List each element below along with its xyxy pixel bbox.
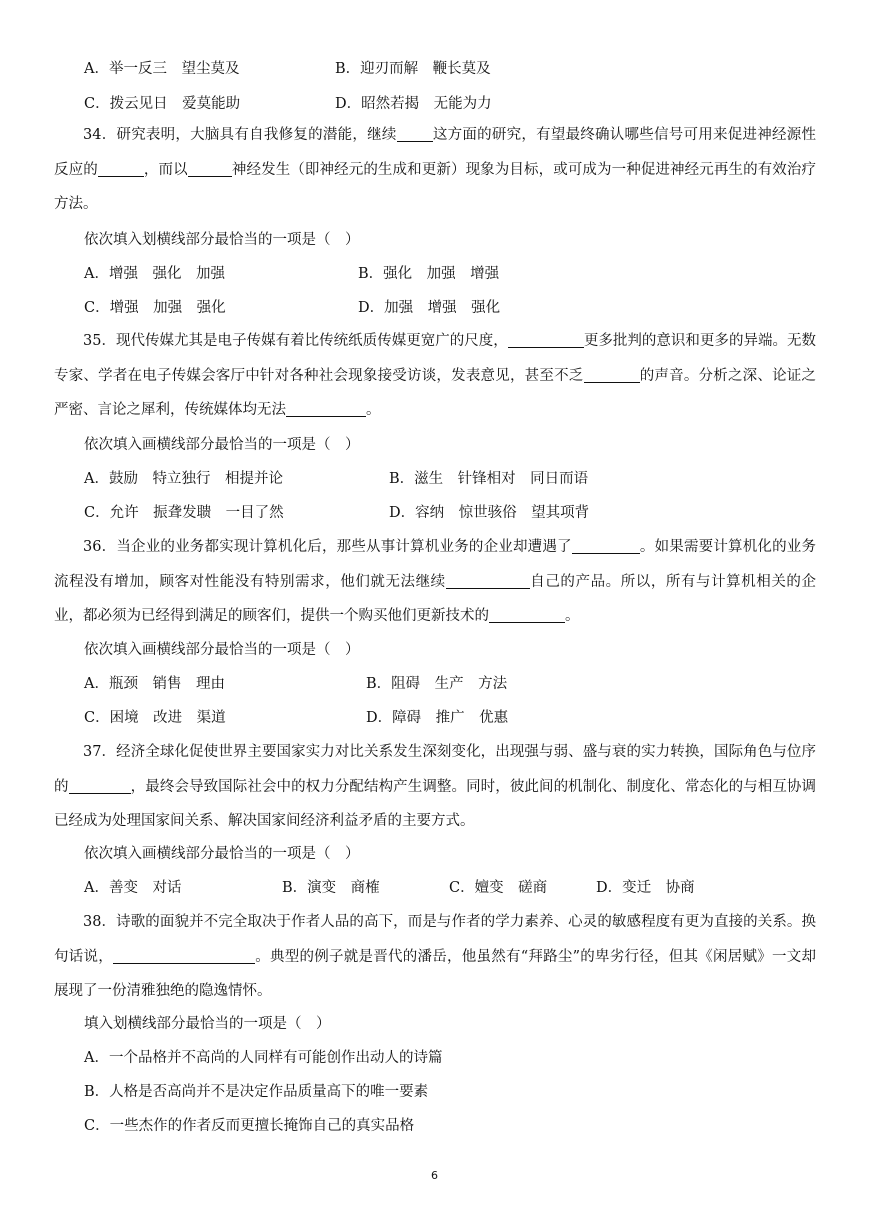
q38-blank-1 bbox=[113, 948, 255, 964]
q34-option-b: B．强化 加强 增强 bbox=[358, 266, 500, 282]
q34-blank-2 bbox=[98, 161, 144, 177]
q36-option-b: B．阻碍 生产 方法 bbox=[366, 676, 508, 692]
q38-option-a: A．一个品格并不高尚的人同样有可能创作出动人的诗篇 bbox=[84, 1050, 443, 1066]
q34-option-d: D．加强 增强 强化 bbox=[358, 300, 501, 316]
q34-blank-3 bbox=[188, 161, 232, 177]
q35-stem: 35．现代传媒尤其是电子传媒有着比传统纸质传媒更宽广的尺度， 更多批判的意识和更多的异端。无数专家、学者在电子传媒会客厅中针对各种社会现象接受访谈，发表意见，甚至不乏 的声音。分析之深、论证之严密、言论之犀利，传统媒体均无法 。 bbox=[54, 333, 817, 418]
q33-option-c: C．拨云见日 爱莫能助 bbox=[84, 96, 241, 112]
q35-prompt: 依次填入画横线部分最恰当的一项是（ ） bbox=[84, 437, 360, 453]
q38-option-b: B．人格是否高尚并不是决定作品质量高下的唯一要素 bbox=[84, 1084, 429, 1100]
q36-option-c: C．困境 改进 渠道 bbox=[84, 710, 226, 726]
q37-blank-1 bbox=[69, 778, 131, 794]
q34-stem: 34．研究表明，大脑具有自我修复的潜能，继续 这方面的研究，有望最终确认哪些信号可用来促进神经源性反应的 ，而以 神经发生（即神经元的生成和更新）现象为目标，或可成为一种促进神经元再生的有效治疗方法。 bbox=[54, 127, 817, 212]
page-number: 6 bbox=[431, 1169, 438, 1182]
q37-option-d: D．变迁 协商 bbox=[596, 880, 695, 896]
q37-option-c: C．嬗变 磋商 bbox=[449, 880, 548, 896]
q36-stem: 36．当企业的业务都实现计算机化后，那些从事计算机业务的企业却遭遇了 。如果需要计算机化的业务流程没有增加，顾客对性能没有特别需求，他们就无法继续 自己的产品。所以，所有与计算机相关的企业，都必须为已经得到满足的顾客们，提供一个购买他们更新技术的 。 bbox=[54, 539, 816, 624]
q36-option-a: A．瓶颈 销售 理由 bbox=[84, 676, 225, 692]
q34-option-a: A．增强 强化 加强 bbox=[84, 266, 225, 282]
q35-blank-3 bbox=[286, 401, 366, 417]
q36-option-d: D．障碍 推广 优惠 bbox=[366, 710, 509, 726]
q34-option-c: C．增强 加强 强化 bbox=[84, 300, 226, 316]
q35-blank-2 bbox=[584, 367, 640, 383]
q35-blank-1 bbox=[508, 332, 584, 348]
q36-blank-2 bbox=[446, 573, 530, 589]
q35-option-b: B．滋生 针锋相对 同日而语 bbox=[389, 471, 589, 487]
q36-blank-1 bbox=[572, 538, 640, 554]
q37-prompt: 依次填入画横线部分最恰当的一项是（ ） bbox=[84, 846, 360, 862]
q38-option-c: C．一些杰作的作者反而更擅长掩饰自己的真实品格 bbox=[84, 1118, 415, 1134]
q38-prompt: 填入划横线部分最恰当的一项是（ ） bbox=[84, 1016, 331, 1032]
q35-option-d: D．容纳 惊世骇俗 望其项背 bbox=[389, 505, 590, 521]
q37-stem: 37．经济全球化促使世界主要国家实力对比关系发生深刻变化，出现强与弱、盛与衰的实力转换，国际角色与位序的 ，最终会导致国际社会中的权力分配结构产生调整。同时，彼此间的机制化、制度化、常态化的与相互协调已经成为处理国家间关系、解决国家间经济利益矛盾的主要方式。 bbox=[54, 744, 817, 829]
q35-option-c: C．允许 振聋发聩 一目了然 bbox=[84, 505, 284, 521]
q36-blank-3 bbox=[489, 607, 565, 623]
q36-prompt: 依次填入画横线部分最恰当的一项是（ ） bbox=[84, 642, 360, 658]
q38-stem: 38．诗歌的面貌并不完全取决于作者人品的高下，而是与作者的学力素养、心灵的敏感程度有更为直接的关系。换句话说， 。典型的例子就是晋代的潘岳，他虽然有“拜路尘”的卑劣行径，但其《闲居赋》一文却展现了一份清雅独绝的隐逸情怀。 bbox=[54, 914, 817, 999]
q35-option-a: A．鼓励 特立独行 相提并论 bbox=[84, 471, 283, 487]
q37-option-b: B．演变 商榷 bbox=[282, 880, 380, 896]
q34-blank-1 bbox=[397, 126, 433, 142]
q33-option-b: B．迎刃而解 鞭长莫及 bbox=[335, 61, 491, 77]
q34-prompt: 依次填入划横线部分最恰当的一项是（ ） bbox=[84, 232, 360, 248]
q33-option-a: A．举一反三 望尘莫及 bbox=[84, 61, 240, 77]
q37-option-a: A．善变 对话 bbox=[84, 880, 182, 896]
q33-option-d: D．昭然若揭 无能为力 bbox=[335, 96, 492, 112]
